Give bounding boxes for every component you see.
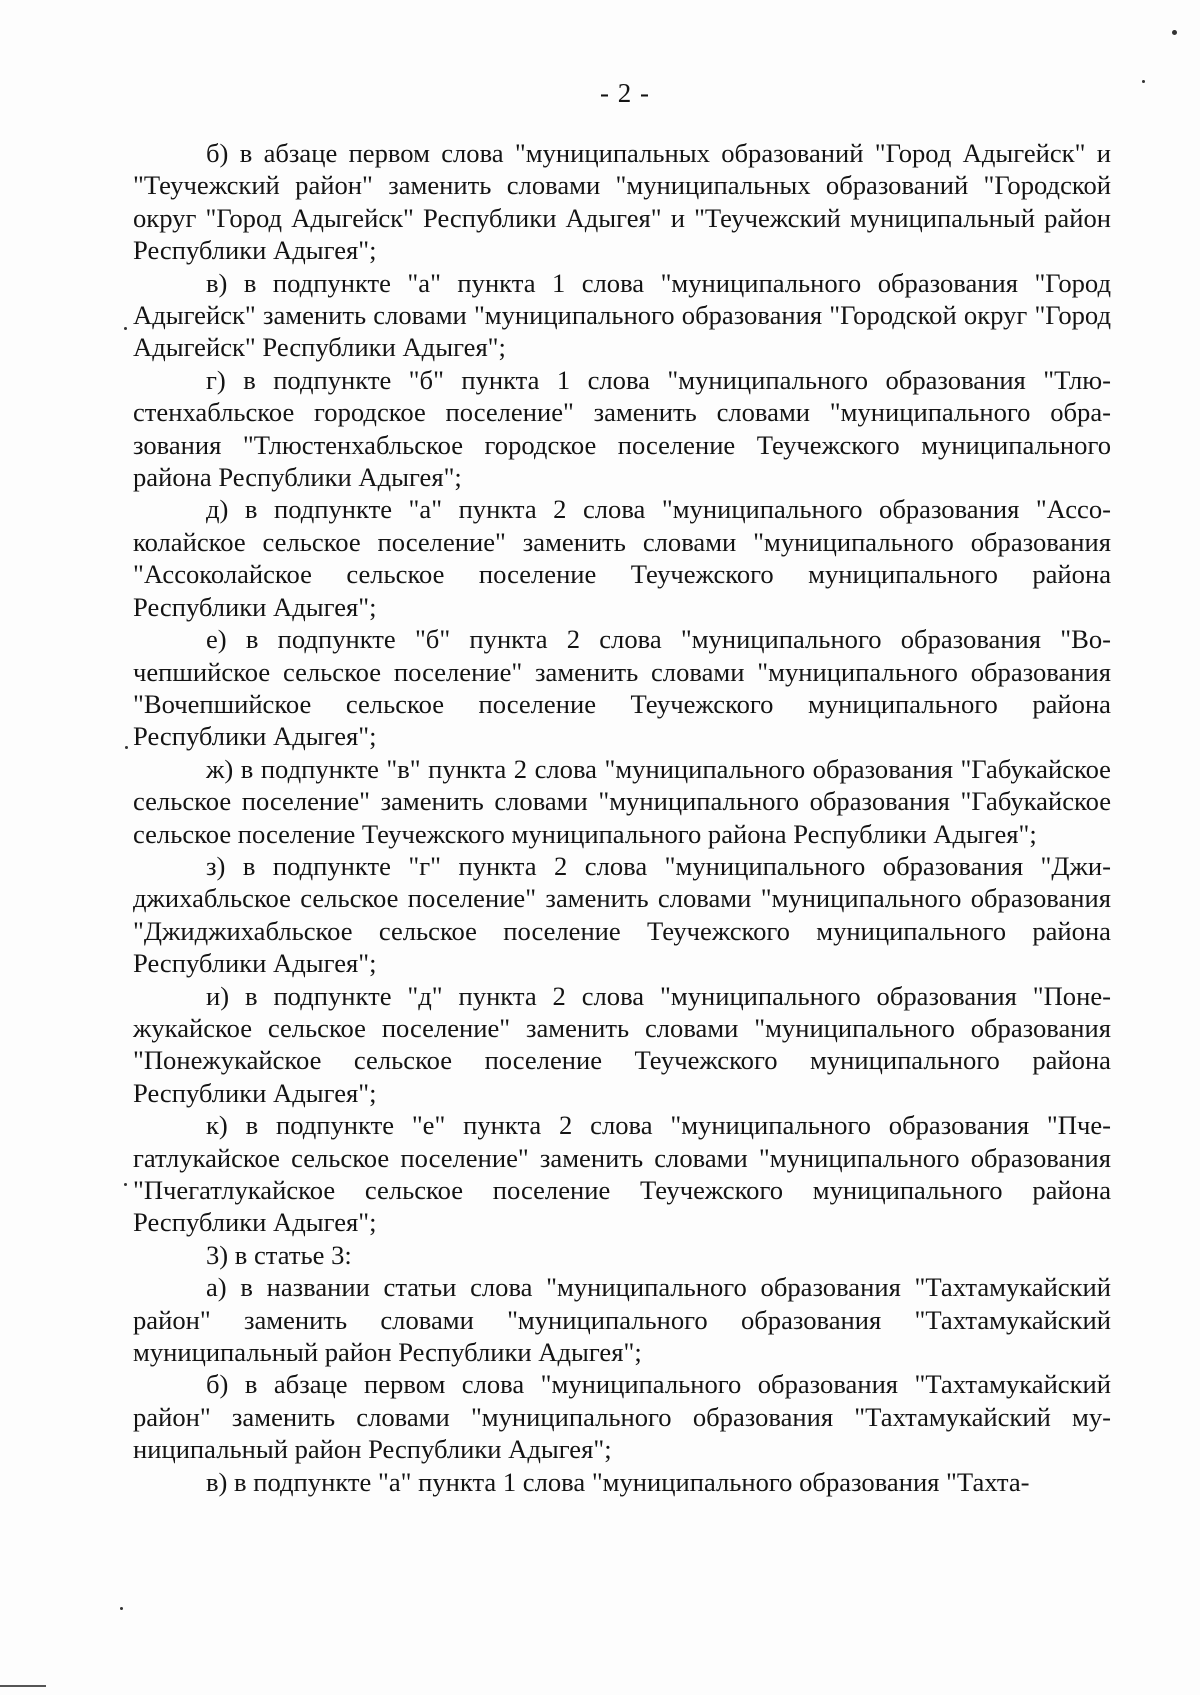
paragraph-z-podpunkt: з) в подпункте "г" пункта 2 слова "муниципального образования "Джиджихабльское сельское поселение" заменить словами "муниципального образования "Джиджихабльское сельское поселение Теучежского муниципального района Республики Адыгея";: [133, 850, 1111, 979]
document-body: [133, 137, 1111, 1498]
page-edge-mark: [0, 1685, 46, 1687]
scan-speck: [1172, 30, 1177, 35]
paragraph-b-abzats: б) в абзаце первом слова "муниципальных образований "Город Адыгейск" и "Теучежский район" заменить словами "муниципальных образований "Городской округ "Город Адыгейск" Республики Адыгея" и "Теучежский муниципальный район Республики Адыгея";: [133, 138, 1111, 266]
paragraph-v-podpunkt-3: в) в подпункте "а" пункта 1 слова "муниципального образования "Тахта-: [206, 1466, 1030, 1497]
scan-speck: [124, 1183, 127, 1186]
scan-speck: [1142, 80, 1145, 83]
page-number: - 2 -: [600, 78, 650, 108]
paragraph-g-podpunkt: г) в подпункте "б" пункта 1 слова "муниципального образования "Тлюстенхабльское городское поселение" заменить словами "муниципального образования "Тлюстенхабльское городское поселение Теучежского муниципального района Республики Адыгея";: [133, 364, 1111, 493]
scan-speck: [120, 1607, 123, 1610]
paragraph-b-abzats-3: б) в абзаце первом слова "муниципального образования "Тахтамукайский район" заменить словами "муниципального образования "Тахтамукайский муниципальный район Республики Адыгея";: [133, 1369, 1111, 1465]
paragraph-statya-3: 3) в статье 3:: [206, 1239, 352, 1270]
paragraph-zh-podpunkt: ж) в подпункте "в" пункта 2 слова "муниципального образования "Габукайское сельское поселение" заменить словами "муниципального образования "Габукайское сельское поселение Теучежского муниципального района Республики Адыгея";: [133, 753, 1111, 849]
paragraph-e-podpunkt: е) в подпункте "б" пункта 2 слова "муниципального образования "Вочепшийское сельское поселение" заменить словами "муниципального образования "Вочепшийское сельское поселение Теучежского муниципального района Республики Адыгея";: [133, 624, 1111, 752]
scan-speck: [124, 327, 127, 330]
paragraph-k-podpunkt: к) в подпункте "е" пункта 2 слова "муниципального образования "Пчегатлукайское сельское поселение" заменить словами "муниципального образования "Пчегатлукайское сельское поселение Теучежского муниципального района Республики Адыгея";: [133, 1110, 1111, 1238]
paragraph-v-podpunkt: в) в подпункте "а" пункта 1 слова "муниципального образования "Город Адыгейск" заменить словами "муниципального образования "Городской округ "Город Адыгейск" Республики Адыгея";: [133, 267, 1111, 363]
paragraph-a-nazvanie: а) в названии статьи слова "муниципального образования "Тахтамукайский район" заменить словами "муниципального образования "Тахтамукайский муниципальный район Республики Адыгея";: [133, 1272, 1111, 1368]
paragraph-i-podpunkt: и) в подпункте "д" пункта 2 слова "муниципального образования "Понежукайское сельское поселение" заменить словами "муниципального образования "Понежукайское сельское поселение Теучежского муниципального района Республики Адыгея";: [133, 980, 1111, 1108]
paragraph-d-podpunkt: д) в подпункте "а" пункта 2 слова "муниципального образования "Ассоколайское сельское поселение" заменить словами "муниципального образования "Ассоколайское сельское поселение Теучежского муниципального района Республики Адыгея";: [133, 494, 1111, 622]
scan-speck: [125, 746, 128, 749]
